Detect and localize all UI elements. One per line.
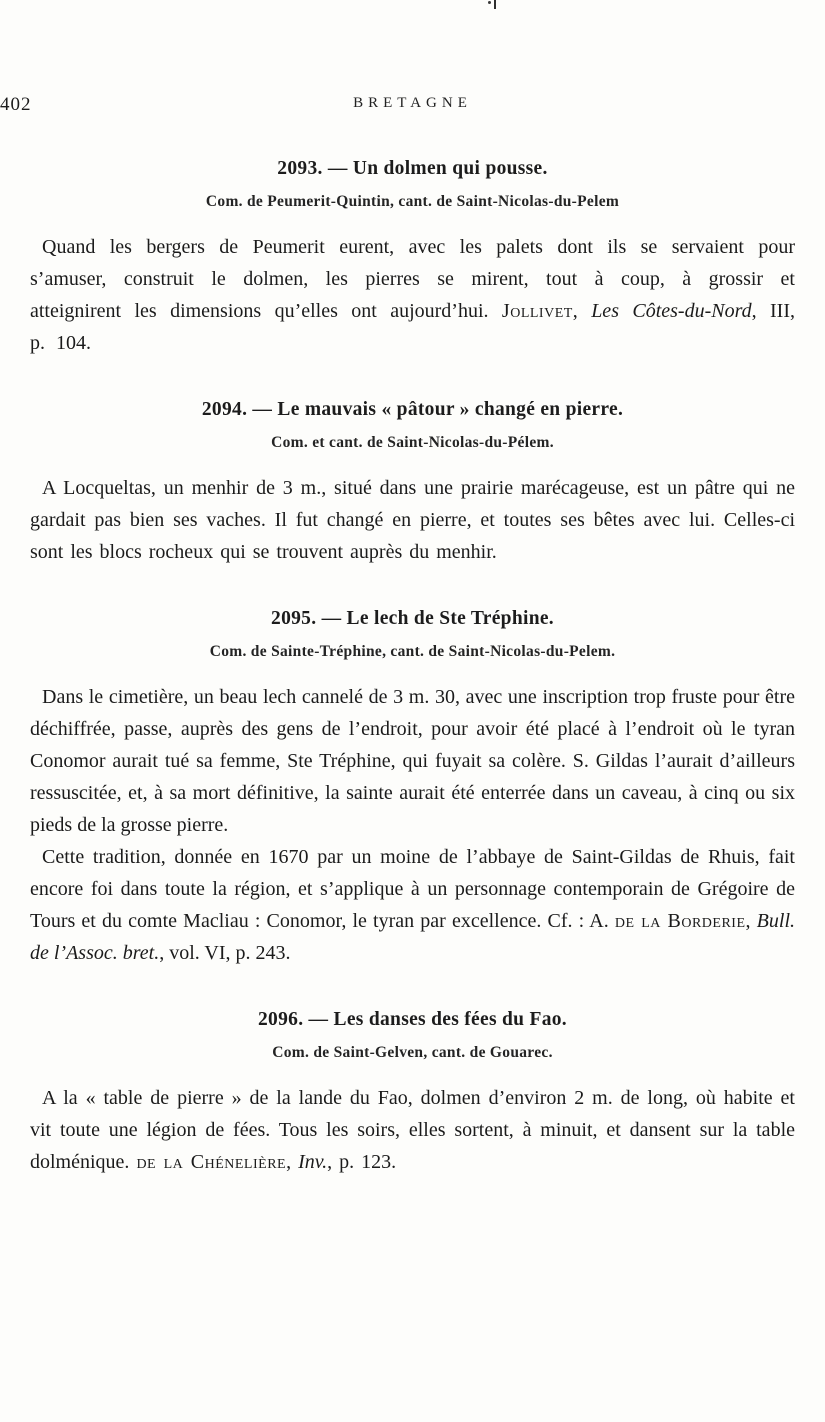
paragraph [30,231,795,359]
running-title: BRETAGNE [353,95,472,111]
entry-title: 2095. — Le lech de Ste Tréphine. [271,608,554,629]
entry-2096 [30,1009,795,1178]
text-run: , [286,1151,299,1173]
work-title: Inv. [298,1151,328,1173]
text-run: Cette tradition, donnée en 1670 par un moine de l’abbaye de Saint-Gildas de Rhuis, fait encore foi dans toute la région, et s’applique à un personnage contemporain de Grégoire de Tours et du comte Macliau : Conomor, le tyran par excellence. Cf. : A. [30,846,795,932]
entry-subtitle: Com. de Sainte-Tréphine, cant. de Saint-Nicolas-du-Pelem. [209,643,616,660]
entry-title: 2093. — Un dolmen qui pousse. [277,158,548,179]
paragraph [30,472,795,568]
text-run: Quand les bergers de Peumerit eurent, avec les palets dont ils se servaient pour s’amuser, construit le dolmen, les pierres se mirent, tout à coup, à grossir et atteignirent les dimensions qu’elles ont aujourd’hui. [30,236,795,322]
citation-author: Jollivet [501,300,573,322]
text-run: A Locqueltas, un menhir de 3 m., situé dans une prairie marécageuse, est un pâtre qui ne gardait pas bien ses vaches. Il fut changé en pierre, et toutes ses bêtes avec lui. Celles-ci sont les blocs rocheux qui se trouvent auprès du menhir. [30,477,795,563]
citation-author: de la Borderie [614,910,746,932]
entry-title: 2094. — Le mauvais « pâtour » changé en pierre. [201,399,624,420]
entry-2093 [30,158,795,359]
entry-title: 2096. — Les danses des fées du Fao. [258,1009,567,1030]
text-run: , III, p. 104. [30,300,795,354]
text-run: , [745,910,757,932]
scan-artifact [494,0,496,9]
entry-subtitle: Com. de Saint-Gelven, cant. de Gouarec. [272,1044,553,1061]
text-run: , [572,300,592,322]
paragraph [30,681,795,841]
text-run: A la « table de pierre » de la lande du Fao, dolmen d’environ 2 m. de long, où habite et vit toute une légion de fées. Tous les soirs, elles sortent, à minuit, et dansent sur la table dolménique. [30,1087,795,1173]
entry-subtitle: Com. de Peumerit-Quintin, cant. de Saint-Nicolas-du-Pelem [205,193,620,210]
text-run: , p. 123. [327,1151,397,1173]
entry-subtitle: Com. et cant. de Saint-Nicolas-du-Pélem. [271,434,554,451]
work-title: Les Côtes-du-Nord [591,300,752,322]
work-title: Bull. de l’Assoc. bret. [30,910,796,964]
entry-2094 [30,399,795,568]
text-run: , vol. VI, p. 243. [159,942,291,964]
text-run: Dans le cimetière, un beau lech cannelé de 3 m. 30, avec une inscription trop fruste pour être déchiffrée, passe, auprès des gens de l’endroit, pour avoir été placé à l’endroit où le tyran Conomor aurait tué sa femme, Ste Tréphine, qui fuyait sa colère. S. Gildas l’aurait d’ailleurs ressuscitée, et, à sa mort définitive, la sainte aurait été enterrée dans un caveau, à cinq ou six pieds de la grosse pierre. [30,686,795,836]
citation-author: de la Chénelière [136,1151,287,1173]
page-number: 402 [0,94,32,115]
page-header [0,94,795,118]
entry-2095 [30,608,795,969]
paragraph [30,841,795,969]
paragraph [30,1082,795,1178]
